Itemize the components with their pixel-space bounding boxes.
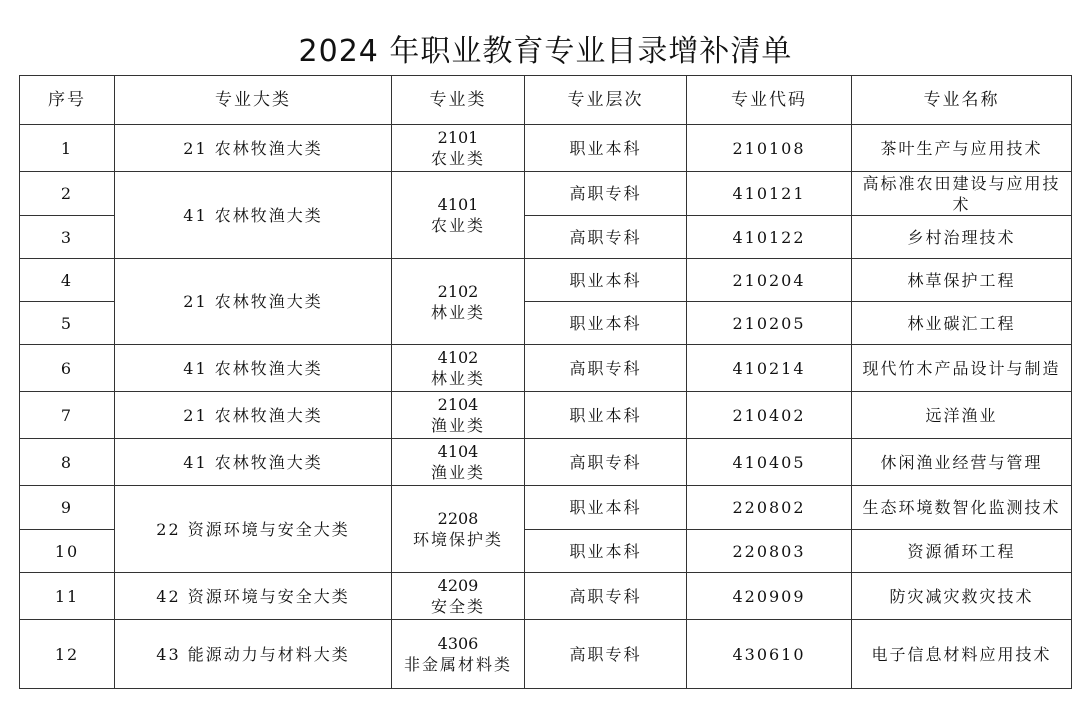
cell-name: 远洋渔业 xyxy=(852,392,1072,439)
table-header-row xyxy=(20,76,1072,125)
cell-level: 高职专科 xyxy=(525,216,687,259)
cell-class xyxy=(392,439,525,486)
cell-level: 职业本科 xyxy=(525,530,687,573)
cell-class xyxy=(392,573,525,620)
header-class: 专业类 xyxy=(392,76,525,125)
class-name: 渔业类 xyxy=(430,463,485,482)
cell-class xyxy=(392,486,525,573)
class-code: 4102 xyxy=(437,348,479,367)
class-name: 安全类 xyxy=(430,597,485,616)
cell-level: 高职专科 xyxy=(525,172,687,216)
cell-code: 410121 xyxy=(687,172,852,216)
cell-code: 410122 xyxy=(687,216,852,259)
class-code: 4104 xyxy=(437,442,479,461)
class-name: 林业类 xyxy=(430,302,485,322)
cell-name: 资源循环工程 xyxy=(852,530,1072,573)
cell-code: 210204 xyxy=(687,259,852,302)
table-row xyxy=(20,439,1072,486)
cell-code: 410405 xyxy=(687,439,852,486)
cell-level: 职业本科 xyxy=(525,125,687,172)
cell-category: 42 资源环境与安全大类 xyxy=(115,573,392,620)
cell-category: 21 农林牧渔大类 xyxy=(115,392,392,439)
cell-class xyxy=(392,345,525,392)
cell-no: 1 xyxy=(20,125,115,172)
cell-no: 9 xyxy=(20,486,115,530)
header-category: 专业大类 xyxy=(115,76,392,125)
class-code: 4101 xyxy=(437,195,479,214)
cell-class xyxy=(392,620,525,689)
cell-level: 高职专科 xyxy=(525,345,687,392)
cell-code: 210402 xyxy=(687,392,852,439)
class-name: 农业类 xyxy=(430,149,485,168)
cell-no: 10 xyxy=(20,530,115,573)
cell-no: 7 xyxy=(20,392,115,439)
cell-category: 41 农林牧渔大类 xyxy=(115,345,392,392)
class-name: 渔业类 xyxy=(430,416,485,435)
cell-name: 林草保护工程 xyxy=(852,259,1072,302)
class-name: 环境保护类 xyxy=(412,530,503,549)
cell-code: 210108 xyxy=(687,125,852,172)
class-name: 非金属材料类 xyxy=(403,655,512,674)
table-row xyxy=(20,573,1072,620)
class-name: 农业类 xyxy=(430,216,485,235)
class-code: 2101 xyxy=(437,128,479,147)
cell-no: 11 xyxy=(20,573,115,620)
page-title: 2024 年职业教育专业目录增补清单 xyxy=(298,34,793,69)
cell-class xyxy=(392,259,525,345)
cell-level: 高职专科 xyxy=(525,573,687,620)
catalog-table xyxy=(19,75,1072,689)
cell-code: 430610 xyxy=(687,620,852,689)
cell-code: 410214 xyxy=(687,345,852,392)
cell-no: 4 xyxy=(20,259,115,302)
cell-class xyxy=(392,172,525,259)
cell-name: 生态环境数智化监测技术 xyxy=(852,486,1072,530)
cell-level: 高职专科 xyxy=(525,620,687,689)
table-row xyxy=(20,392,1072,439)
cell-code: 220802 xyxy=(687,486,852,530)
cell-name: 茶叶生产与应用技术 xyxy=(852,125,1072,172)
cell-code: 420909 xyxy=(687,573,852,620)
cell-code: 220803 xyxy=(687,530,852,573)
class-code: 2102 xyxy=(437,281,479,301)
cell-name: 乡村治理技术 xyxy=(852,216,1072,259)
table-row xyxy=(20,486,1072,530)
class-code: 2104 xyxy=(437,395,479,414)
cell-category: 21 农林牧渔大类 xyxy=(115,259,392,345)
cell-category: 41 农林牧渔大类 xyxy=(115,439,392,486)
class-code: 4306 xyxy=(437,634,479,653)
cell-name: 高标准农田建设与应用技术 xyxy=(852,172,1072,216)
cell-no: 6 xyxy=(20,345,115,392)
cell-category: 21 农林牧渔大类 xyxy=(115,125,392,172)
class-name: 林业类 xyxy=(430,369,485,388)
cell-no: 2 xyxy=(20,172,115,216)
table-row xyxy=(20,259,1072,302)
cell-category: 43 能源动力与材料大类 xyxy=(115,620,392,689)
cell-code: 210205 xyxy=(687,302,852,345)
cell-level: 职业本科 xyxy=(525,259,687,302)
cell-name: 防灾减灾救灾技术 xyxy=(852,573,1072,620)
cell-class xyxy=(392,125,525,172)
cell-name: 休闲渔业经营与管理 xyxy=(852,439,1072,486)
table-row xyxy=(20,345,1072,392)
cell-level: 高职专科 xyxy=(525,439,687,486)
cell-class xyxy=(392,392,525,439)
cell-category: 22 资源环境与安全大类 xyxy=(115,486,392,573)
table-row xyxy=(20,620,1072,689)
header-no: 序号 xyxy=(20,76,115,125)
cell-level: 职业本科 xyxy=(525,392,687,439)
cell-name: 林业碳汇工程 xyxy=(852,302,1072,345)
class-code: 4209 xyxy=(437,576,479,595)
cell-no: 3 xyxy=(20,216,115,259)
cell-no: 8 xyxy=(20,439,115,486)
cell-name: 现代竹木产品设计与制造 xyxy=(852,345,1072,392)
header-name: 专业名称 xyxy=(852,76,1072,125)
class-code: 2208 xyxy=(437,509,479,528)
header-level: 专业层次 xyxy=(525,76,687,125)
cell-level: 职业本科 xyxy=(525,486,687,530)
cell-category: 41 农林牧渔大类 xyxy=(115,172,392,259)
cell-no: 5 xyxy=(20,302,115,345)
table-row xyxy=(20,125,1072,172)
cell-name: 电子信息材料应用技术 xyxy=(852,620,1072,689)
cell-level: 职业本科 xyxy=(525,302,687,345)
cell-no: 12 xyxy=(20,620,115,689)
header-code: 专业代码 xyxy=(687,76,852,125)
table-row xyxy=(20,172,1072,216)
